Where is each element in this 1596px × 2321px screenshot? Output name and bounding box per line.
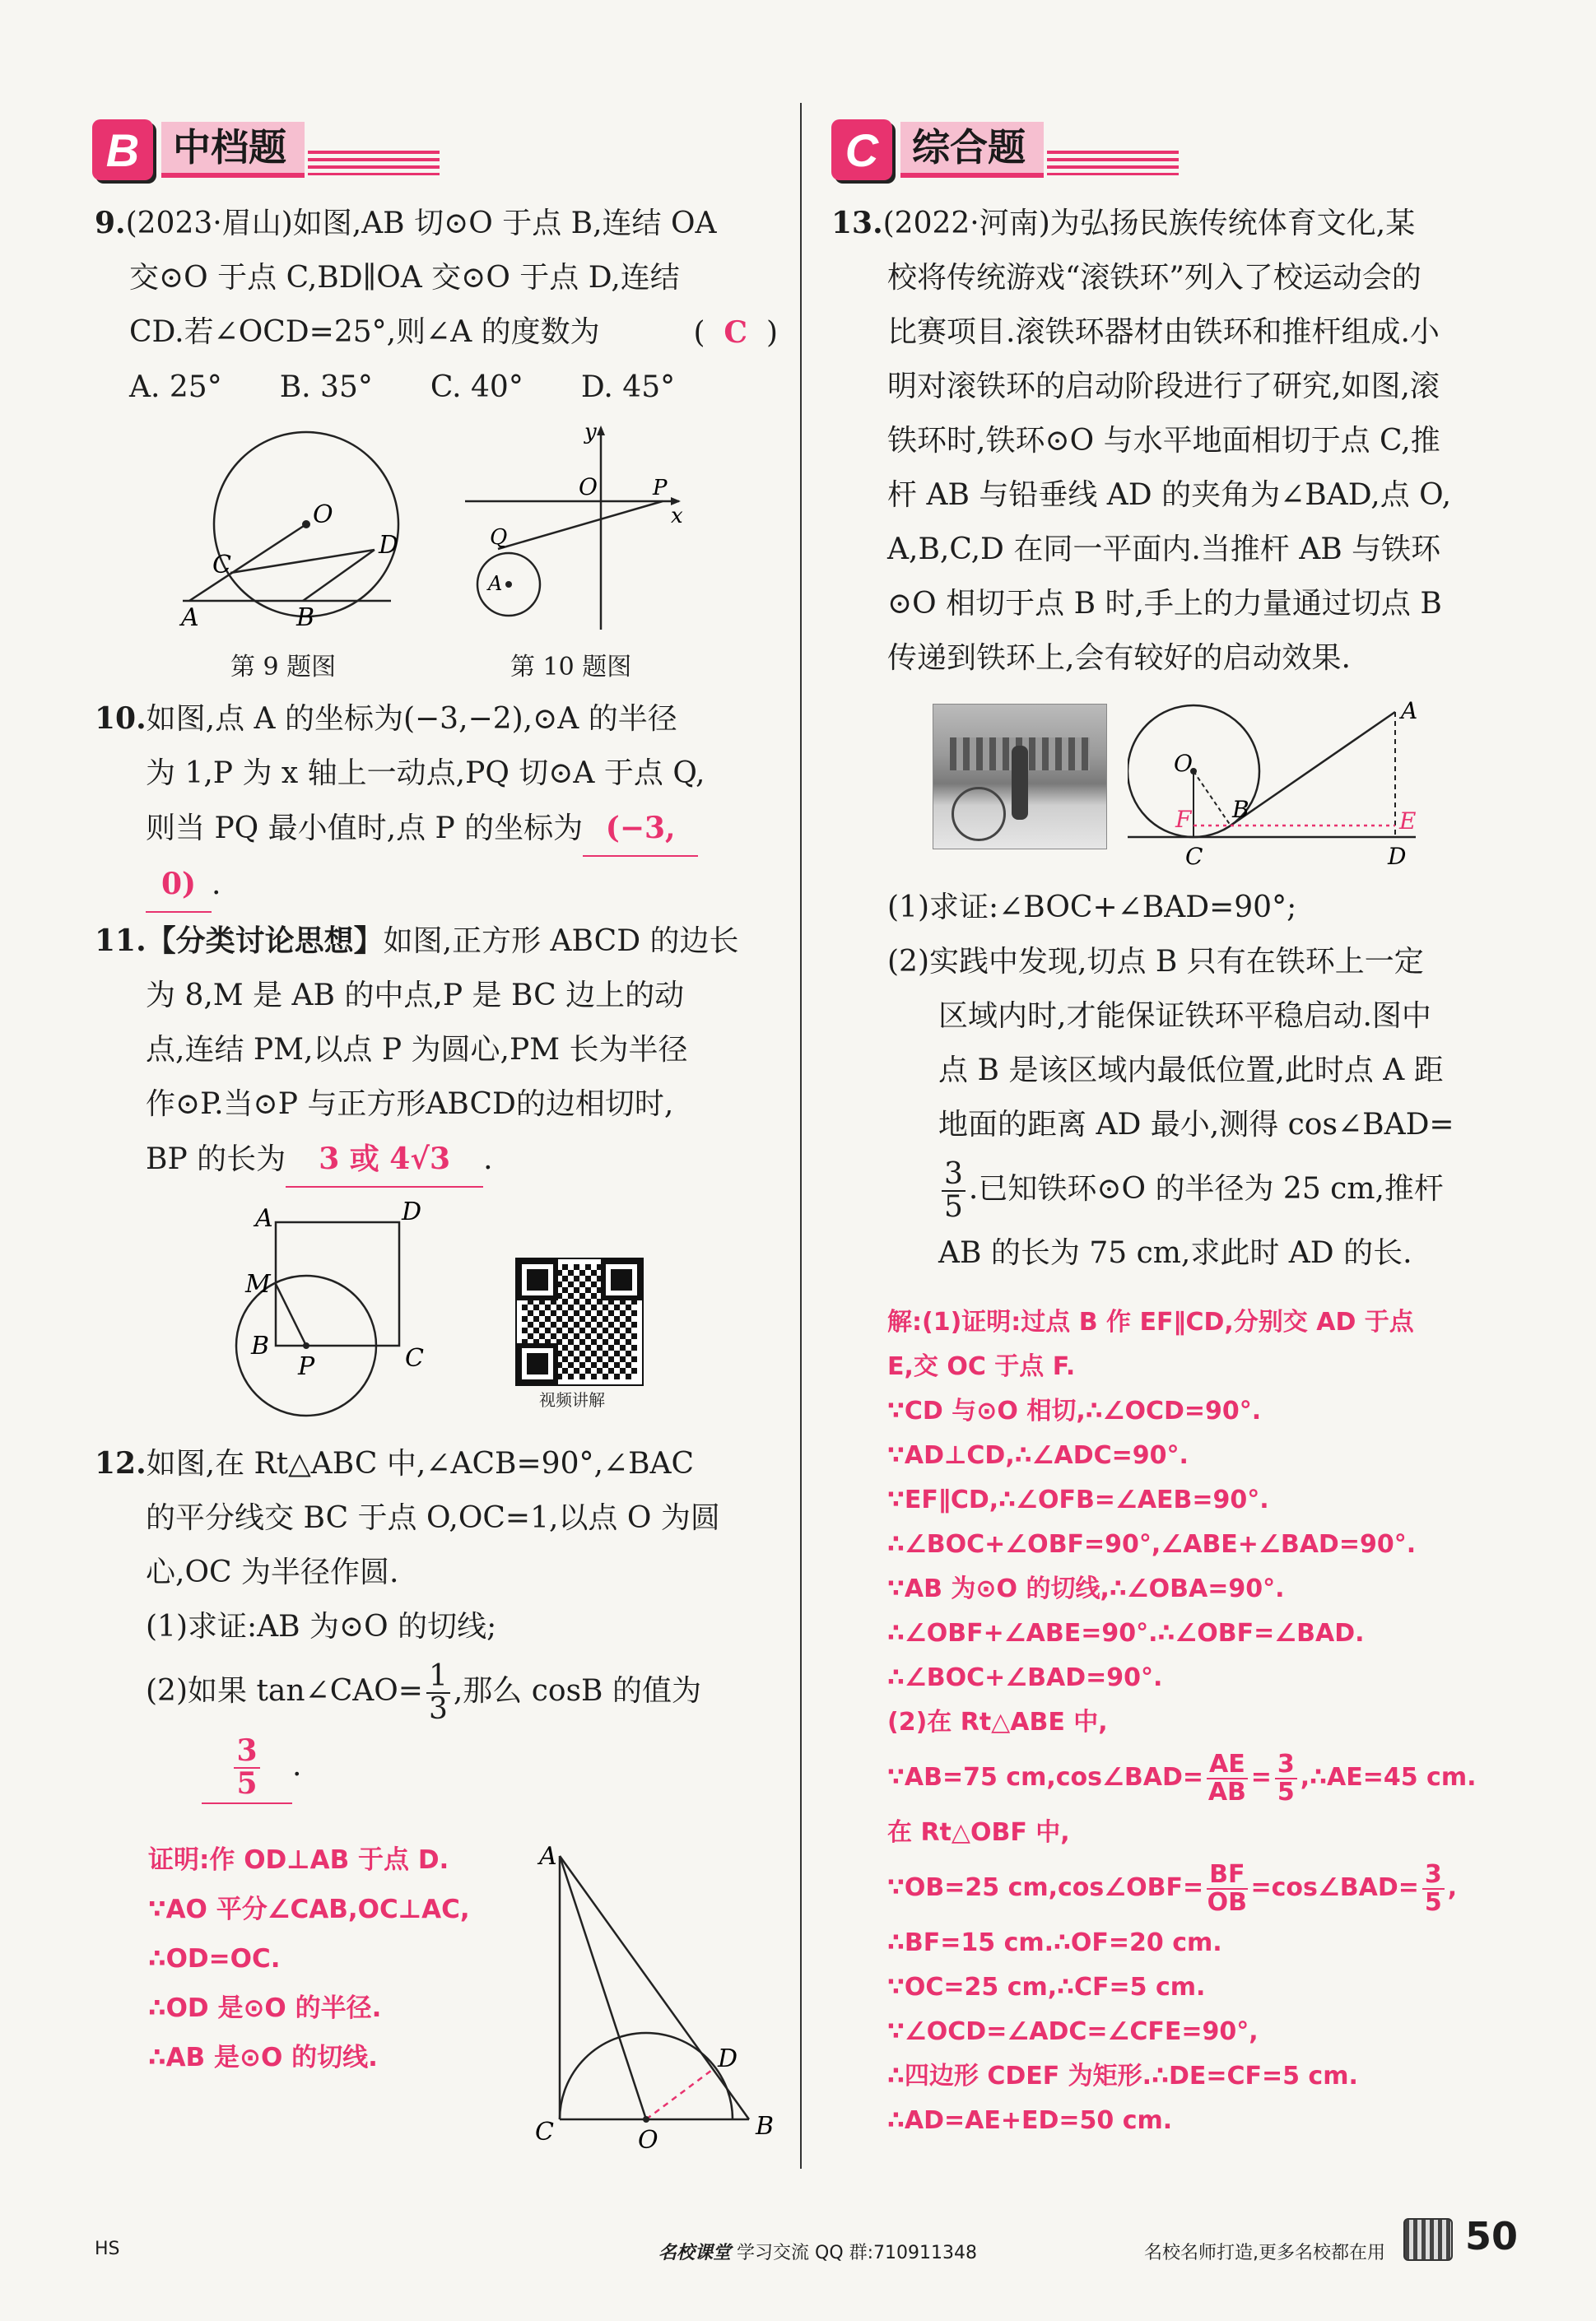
q11-line-2: 为 8,M 是 AB 的中点,P 是 BC 边上的动 <box>146 979 685 1012</box>
section-b-header <box>92 119 440 180</box>
q12-line-2: 的平分线交 BC 于点 O,OC=1,以点 O 为圆 <box>146 1501 720 1535</box>
question-11: 11.【分类讨论思想】如图,正方形 ABCD 的边长 为 8,M 是 AB 的中点,P 是 BC 边上的动 点,连结 PM,以点 P 为圆心,PM 长为半径 作⊙P.当⊙P 与正方形ABCD的边相切时, BP 的长为 3 或 4√3 . <box>95 914 778 1188</box>
footer-left: HS <box>95 2239 120 2259</box>
q13-part-1: (1)求证:∠BOC+∠BAD=90°; <box>887 891 1297 924</box>
q10-line-PQ <box>498 501 663 549</box>
q12-label-C: C <box>535 2118 554 2147</box>
q13-parts <box>887 881 1529 1281</box>
footer-logo-icon <box>1403 2218 1453 2261</box>
q13-line-9: 传递到铁环上,会有较好的启动效果. <box>887 641 1351 675</box>
q13-solution-line: 解:(1)证明:过点 B 作 EF∥CD,分别交 AD 于点 <box>887 1308 1414 1337</box>
q12-point-O <box>643 2116 649 2123</box>
q9-label-O: O <box>313 500 333 529</box>
q13-sol-ab-pre: ∵AB=75 cm,cos∠BAD= <box>887 1763 1203 1792</box>
q13-line-3: 比赛项目.滚铁环器材由铁环和推杆组成.小 <box>887 315 1440 349</box>
q13-line-8: ⊙O 相切于点 B 时,手上的力量通过切点 B <box>887 587 1442 621</box>
q13-label-A: A <box>1401 697 1418 724</box>
q13-fraction <box>942 1159 966 1223</box>
q13-sol-ab-frac2-den: 5 <box>1277 1777 1295 1807</box>
q11-line-3: 点,连结 PM,以点 P 为圆心,PM 长为半径 <box>146 1033 688 1067</box>
q13-solution-ab-line <box>887 1745 1476 1811</box>
q9-answer-bracket: ( C ) <box>693 315 778 350</box>
q12-label-O: O <box>638 2126 658 2152</box>
question-number: 11. <box>95 923 147 958</box>
section-c-badge: C <box>831 119 892 180</box>
q12-line-OD <box>646 2070 712 2119</box>
section-b-stripes <box>308 151 440 175</box>
q13-solution-line: ∵OC=25 cm,∴CF=5 cm. <box>887 1973 1206 2002</box>
q10-label-O: O <box>579 473 598 500</box>
q9-line-CD <box>230 550 375 573</box>
q9-line-BD <box>303 550 375 601</box>
q12-figure <box>527 1840 782 2152</box>
q11-point-P <box>303 1342 309 1349</box>
section-c-title: 综合题 <box>900 122 1044 178</box>
q10-label-Q: Q <box>490 525 508 550</box>
q13-solution-line: ∵AB 为⊙O 的切线,∴∠OBA=90°. <box>887 1574 1285 1603</box>
q10-point-A <box>505 581 512 588</box>
q13-line-1: (2022·河南)为弘扬民族传统体育文化,某 <box>882 207 1416 240</box>
q13-sol-ab-frac1-den: AB <box>1207 1777 1246 1807</box>
section-c-stripes <box>1047 151 1179 175</box>
q13-sol-ab-post: ,∴AE=45 cm. <box>1300 1763 1477 1792</box>
question-12: 12.如图,在 Rt△ABC 中,∠ACB=90°,∠BAC 的平分线交 BC 于点 O,OC=1,以点 O 为圆 心,OC 为半径作圆. (1)求证:AB 为⊙O 的切线; (2)如果 tan∠CAO= $\frac{1}{3}$ ,那么 cosB 的值为 $\frac{3}{5}$ . <box>95 1436 778 1804</box>
q13-solution <box>887 1300 1476 2143</box>
q13-solution-ob-line <box>887 1855 1476 1921</box>
q13-sol-ob-pre: ∵OB=25 cm,cos∠OBF= <box>887 1873 1204 1902</box>
q9-figure <box>165 428 412 642</box>
q11-label-B: B <box>251 1332 270 1361</box>
question-number: 9. <box>95 206 126 240</box>
q13-line-6: 杆 AB 与铅垂线 AD 的夹角为∠BAD,点 O, <box>887 478 1452 512</box>
q13-solution-line: E,交 OC 于点 F. <box>887 1352 1076 1381</box>
q13-label-C: C <box>1185 843 1203 870</box>
q11-figure <box>230 1202 453 1424</box>
q10-label-A: A <box>488 572 503 595</box>
q12-proof-line: ∴OD=OC. <box>148 1944 281 1974</box>
q12-part-2-pre: (2)如果 tan∠CAO= <box>146 1674 423 1708</box>
q9-answer: C <box>724 315 748 350</box>
q10-figure <box>465 416 704 638</box>
q13-fraction-numerator: 3 <box>942 1159 966 1192</box>
q13-label-E: E <box>1399 807 1417 835</box>
q10-y-arrow <box>597 426 605 435</box>
q13-rod-AB <box>1231 712 1395 826</box>
q10-line-3: 则当 PQ 最小值时,点 P 的坐标为 <box>146 812 584 845</box>
q9-line-3: CD.若∠OCD=25°,则∠A 的度数为 <box>129 315 600 349</box>
q11-line-4: 作⊙P.当⊙P 与正方形ABCD的边相切时, <box>146 1087 674 1121</box>
q12-proof-line: ∴AB 是⊙O 的切线. <box>148 2043 378 2072</box>
footer-qq-text: 学习交流 QQ 群:710911348 <box>737 2243 978 2263</box>
footer-right: 名校名师打造,更多名校都在用 <box>1144 2243 1385 2263</box>
q9-label-A: A <box>181 603 199 632</box>
q11-line-PM <box>276 1284 306 1346</box>
q12-line-3: 心,OC 为半径作圆. <box>146 1556 399 1589</box>
q10-label-P: P <box>653 476 668 500</box>
page-number: 50 <box>1465 2214 1519 2258</box>
q11-label-M: M <box>245 1270 271 1299</box>
q10-answer-part1: (−3, <box>583 801 698 857</box>
q12-label-D: D <box>718 2044 738 2073</box>
q12-answer <box>202 1728 292 1804</box>
section-c-header <box>831 119 1179 180</box>
q11-line-1: 如图,正方形 ABCD 的边长 <box>383 924 739 958</box>
question-number: 13. <box>831 206 883 240</box>
q13-line-5: 铁环时,铁环⊙O 与水平地面相切于点 C,推 <box>887 424 1440 458</box>
q13-sol-ab-frac1 <box>1207 1751 1248 1805</box>
q13-solution-line: ∵AD⊥CD,∴∠ADC=90°. <box>887 1441 1189 1470</box>
q13-label-B: B <box>1232 796 1249 823</box>
q9-figure-caption: 第 9 题图 <box>230 653 337 681</box>
q12-answer-denominator: 5 <box>236 1766 258 1801</box>
q10-answer-part2: 0) <box>146 857 212 913</box>
q13-line-7: A,B,C,D 在同一平面内.当推杆 AB 与铁环 <box>887 533 1441 566</box>
question-10: 10.如图,点 A 的坐标为(−3,−2),⊙A 的半径 为 1,P 为 x 轴上一动点,PQ 切⊙A 于点 Q, 则当 PQ 最小值时,点 P 的坐标为 (−3, 0) . <box>95 691 778 913</box>
q9-option-c: C. 40° <box>430 370 523 404</box>
q13-solution-obf-head: 在 Rt△OBF 中, <box>887 1818 1070 1847</box>
q13-sol-ob-frac1-den: OB <box>1207 1887 1248 1917</box>
q13-part-2-line-2: 区域内时,才能保证铁环平稳启动.图中 <box>938 999 1431 1033</box>
q12-proof <box>148 1835 470 2082</box>
q13-part-2-line-4: 地面的距离 AD 最小,测得 cos∠BAD= <box>938 1108 1454 1142</box>
q10-line-2: 为 1,P 为 x 轴上一动点,PQ 切⊙A 于点 Q, <box>146 756 705 790</box>
question-number: 12. <box>95 1446 147 1481</box>
q12-part-1: (1)求证:AB 为⊙O 的切线; <box>146 1610 497 1644</box>
q12-line-AO <box>560 1856 646 2119</box>
q13-line-4: 明对滚铁环的启动阶段进行了研究,如图,滚 <box>887 370 1440 403</box>
q13-solution-line: ∴∠BOC+∠BAD=90°. <box>887 1663 1163 1692</box>
question-number: 10. <box>95 701 147 736</box>
q13-line-OB <box>1194 771 1231 826</box>
q10-line-1: 如图,点 A 的坐标为(−3,−2),⊙A 的半径 <box>146 702 677 736</box>
q12-part-2-post: ,那么 cosB 的值为 <box>453 1674 701 1708</box>
q13-part-2-line-5: .已知铁环⊙O 的半径为 25 cm,推杆 <box>968 1172 1444 1206</box>
q12-proof-line: ∵AO 平分∠CAB,OC⊥AC, <box>148 1895 470 1924</box>
q13-photo <box>933 704 1107 849</box>
q11-label-A: A <box>255 1204 273 1233</box>
q11-line-5: BP 的长为 <box>146 1142 286 1176</box>
q11-label-D: D <box>402 1202 422 1226</box>
q9-option-a: A. 25° <box>129 370 222 404</box>
q13-figure <box>1128 695 1440 881</box>
q13-sol-ob-frac1-num: BF <box>1207 1862 1247 1890</box>
q13-solution-line: (2)在 Rt△ABE 中, <box>887 1708 1108 1737</box>
q12-line-AB <box>560 1856 749 2119</box>
q12-answer-numerator: 3 <box>234 1736 259 1769</box>
question-9 <box>95 196 778 415</box>
q10-label-y: y <box>584 420 597 444</box>
q13-solution-line: ∴AD=AE+ED=50 cm. <box>887 2106 1173 2135</box>
qr-code[interactable] <box>517 1259 642 1384</box>
q13-sol-ob-post: , <box>1447 1873 1458 1902</box>
q13-part-2-line-1: (2)实践中发现,切点 B 只有在铁环上一定 <box>887 945 1424 979</box>
q13-sol-ab-frac1-num: AE <box>1207 1751 1248 1779</box>
footer-center <box>658 2239 977 2264</box>
q13-label-F: F <box>1175 806 1192 833</box>
section-b-badge: B <box>92 119 153 180</box>
q12-line-1: 如图,在 Rt△ABC 中,∠ACB=90°,∠BAC <box>146 1447 695 1481</box>
q11-label-P: P <box>298 1352 315 1381</box>
q12-label-A: A <box>539 1842 557 1871</box>
q13-solution-line: ∴∠OBF+∠ABE=90°.∴∠OBF=∠BAD. <box>887 1619 1365 1648</box>
column-divider <box>800 103 802 2169</box>
q13-sol-ob-frac1 <box>1207 1862 1247 1915</box>
q13-solution-line: ∴四边形 CDEF 为矩形.∴DE=CF=5 cm. <box>887 2062 1358 2091</box>
q12-fraction-denominator: 3 <box>428 1692 448 1726</box>
q9-line-2: 交⊙O 于点 C,BD∥OA 交⊙O 于点 D,连结 <box>129 261 680 295</box>
q12-proof-line: ∴OD 是⊙O 的半径. <box>148 1993 382 2023</box>
q12-semicircle <box>560 2033 733 2119</box>
q12-proof-line: 证明:作 OD⊥AB 于点 D. <box>148 1845 449 1875</box>
q13-sol-ob-frac2-num: 3 <box>1422 1862 1445 1890</box>
q13-solution-line: ∵∠OCD=∠ADC=∠CFE=90°, <box>887 2017 1259 2046</box>
q11-label-C: C <box>405 1344 424 1373</box>
q13-sol-ob-frac2-den: 5 <box>1424 1887 1442 1917</box>
q9-option-b: B. 35° <box>279 370 373 404</box>
question-13 <box>831 196 1515 686</box>
q9-label-C: C <box>212 551 231 579</box>
q13-sol-ab-frac2-num: 3 <box>1275 1751 1297 1779</box>
q13-sol-ob-mid: =cos∠BAD= <box>1250 1873 1419 1902</box>
q11-tag: 【分类讨论思想】 <box>146 924 384 958</box>
q9-option-d: D. 45° <box>580 370 676 404</box>
q13-solution-line: ∵EF∥CD,∴∠OFB=∠AEB=90°. <box>887 1486 1269 1514</box>
q11-answer: 3 或 4√3 <box>286 1132 483 1188</box>
section-b-title: 中档题 <box>161 122 305 178</box>
q10-label-x: x <box>671 504 683 528</box>
q13-fraction-denominator: 5 <box>944 1190 963 1224</box>
q9-line-1: (2023·眉山)如图,AB 切⊙O 于点 B,连结 OA <box>125 207 717 240</box>
q9-point-O <box>302 520 310 528</box>
q13-sol-ob-frac2 <box>1422 1862 1445 1915</box>
qr-caption: 视频讲解 <box>539 1390 605 1410</box>
q10-figure-caption: 第 10 题图 <box>510 653 632 681</box>
q13-sol-ab-frac2 <box>1275 1751 1297 1805</box>
q12-label-B: B <box>756 2112 775 2141</box>
q13-part-2-line-6: AB 的长为 75 cm,求此时 AD 的长. <box>938 1236 1412 1270</box>
q13-label-O: O <box>1174 750 1193 777</box>
q9-label-B: B <box>296 603 315 632</box>
q9-label-D: D <box>379 531 399 560</box>
q13-solution-line: ∴∠BOC+∠OBF=90°,∠ABE+∠BAD=90°. <box>887 1530 1417 1559</box>
q13-label-D: D <box>1388 843 1407 870</box>
footer-brand: 名校课堂 <box>658 2243 732 2263</box>
q13-part-2-line-3: 点 B 是该区域内最低位置,此时点 A 距 <box>938 1054 1444 1087</box>
q12-fraction-numerator: 1 <box>426 1661 450 1694</box>
q13-line-2: 校将传统游戏“滚铁环”列入了校运动会的 <box>887 261 1422 295</box>
q13-solution-line: ∵CD 与⊙O 相切,∴∠OCD=90°. <box>887 1397 1262 1426</box>
q13-sol-ab-eq: = <box>1250 1763 1272 1792</box>
q13-solution-line: ∴BF=15 cm.∴OF=20 cm. <box>887 1928 1222 1957</box>
q12-fraction <box>426 1661 450 1725</box>
